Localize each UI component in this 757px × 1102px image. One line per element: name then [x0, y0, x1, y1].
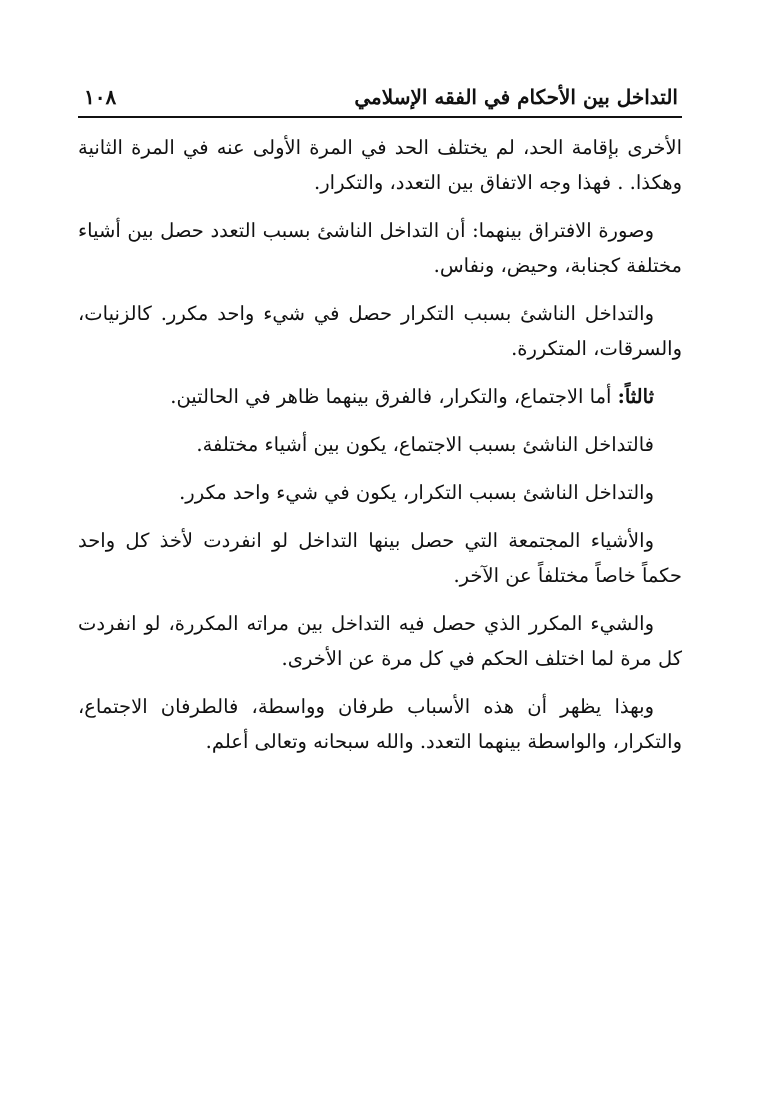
- paragraph-6: والتداخل الناشئ بسبب التكرار، يكون في شيء واحد مكرر.: [179, 481, 654, 504]
- paragraph-8: والشيء المكرر الذي حصل فيه التداخل بين مراته المكررة، لو انفردت كل مرة لما اختلف الحكم في كل مرة عن الأخرى.: [78, 612, 682, 670]
- paragraph-7: والأشياء المجتمعة التي حصل بينها التداخل لو انفردت لأخذ كل واحد حكماً خاصاً مختلفاً عن الآخر.: [78, 529, 682, 587]
- paragraph-2: وصورة الافتراق بينهما: أن التداخل الناشئ بسبب التعدد حصل بين أشياء مختلفة كجنابة، وحيض، ونفاس.: [78, 219, 682, 277]
- paragraph-4-lead: ثالثاً:: [617, 385, 654, 408]
- body-text: [78, 130, 682, 759]
- paragraph-4-text: أما الاجتماع، والتكرار، فالفرق بينهما ظاهر في الحالتين.: [170, 385, 618, 408]
- paragraph-3: والتداخل الناشئ بسبب التكرار حصل في شيء واحد مكرر. كالزنيات، والسرقات، المتكررة.: [78, 302, 682, 360]
- paragraph-1: الأخرى بإقامة الحد، لم يختلف الحد في المرة الأولى عنه في المرة الثانية وهكذا. . فهذا وجه الاتفاق بين التعدد، والتكرار.: [78, 136, 682, 194]
- running-header: [78, 78, 682, 112]
- book-page: [78, 78, 682, 772]
- header-divider: [78, 116, 682, 118]
- paragraph-5: فالتداخل الناشئ بسبب الاجتماع، يكون بين أشياء مختلفة.: [196, 433, 654, 456]
- paragraph-4: [78, 379, 682, 414]
- page-number: ١٠٨: [84, 85, 117, 109]
- header-title: التداخل بين الأحكام في الفقه الإسلامي: [354, 85, 678, 109]
- paragraph-9: وبهذا يظهر أن هذه الأسباب طرفان وواسطة، فالطرفان الاجتماع، والتكرار، والواسطة بينهما التعدد. والله سبحانه وتعالى أعلم.: [78, 695, 682, 753]
